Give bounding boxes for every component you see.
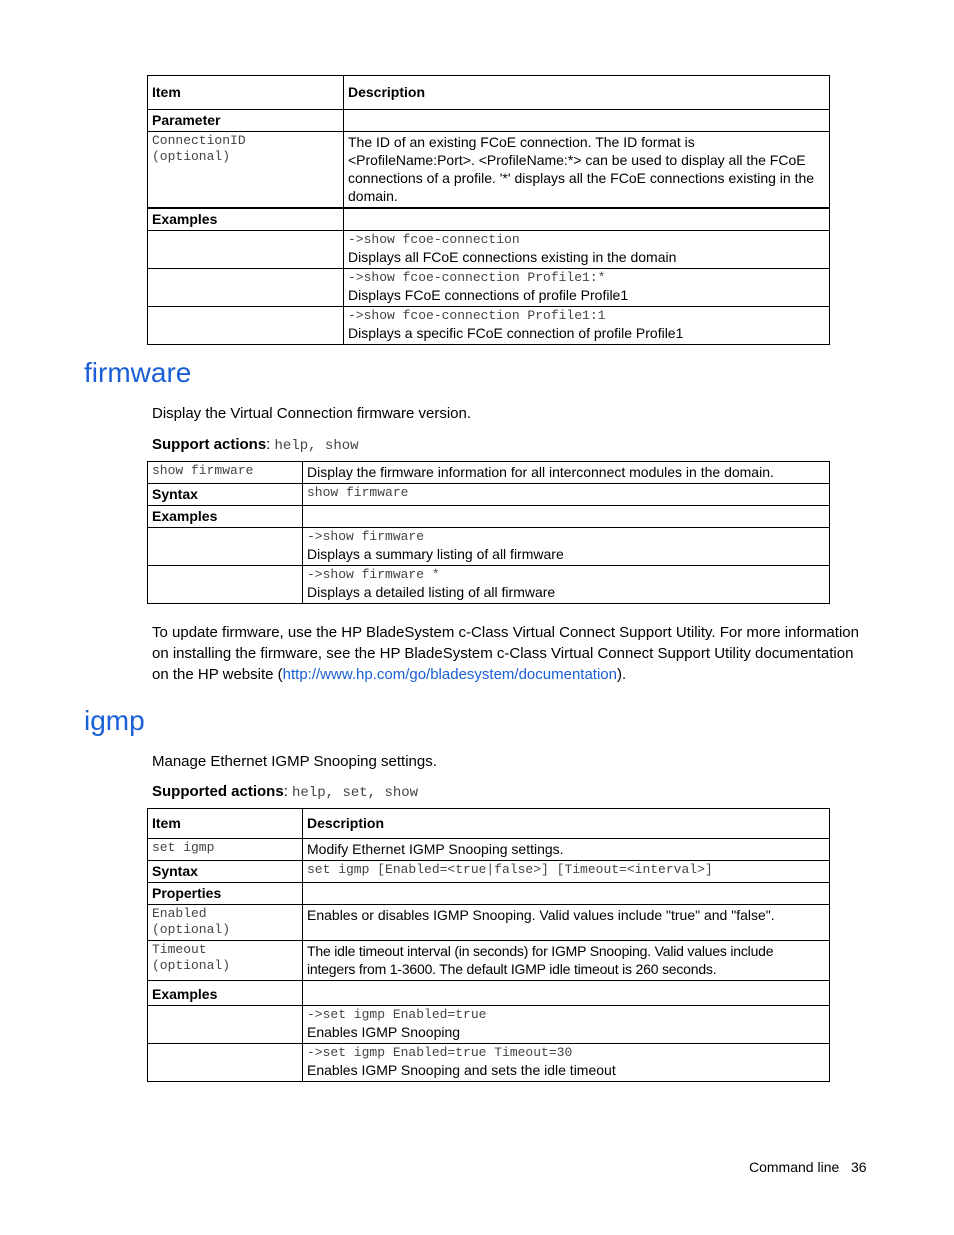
- example-description: Displays all FCoE connections existing in the domain: [348, 249, 677, 265]
- example-code: ->show fcoe-connection Profile1:1: [348, 308, 606, 323]
- example-description: Displays a detailed listing of all firmware: [307, 584, 556, 600]
- examples-label: Examples: [148, 506, 303, 528]
- example-description: Enables IGMP Snooping: [307, 1024, 461, 1040]
- property-description: Enables or disables IGMP Snooping. Valid values include "true" and "false".: [303, 905, 830, 941]
- example-cell: [344, 307, 830, 345]
- firmware-heading: firmware: [84, 357, 192, 388]
- firmware-table: [147, 461, 830, 604]
- page-footer: [749, 1159, 867, 1175]
- example-code: ->set igmp Enabled=true: [307, 1007, 487, 1022]
- parameter-label: Parameter: [148, 110, 344, 132]
- igmp-support-actions: Supported actions: help, set, show: [152, 783, 419, 801]
- command-item: show firmware: [148, 462, 303, 484]
- example-description: Displays a specific FCoE connection of profile Profile1: [348, 325, 684, 341]
- example-cell: [344, 231, 830, 269]
- example-cell: [303, 528, 830, 566]
- firmware-intro: Display the Virtual Connection firmware version.: [152, 405, 472, 422]
- param-name: ConnectionID: [152, 133, 246, 148]
- property-item: [148, 941, 303, 981]
- command-description: Modify Ethernet IGMP Snooping settings.: [303, 839, 830, 861]
- property-name: Enabled: [152, 906, 207, 921]
- firmware-update-note: To update firmware, use the HP BladeSystem c-Class Virtual Connect Support Utility. For more information on installing the firmware, see the HP BladeSystem c-Class Virtual Connect Support Utility documentation on the HP website (http://www.hp.com/go/bladesystem/documentation).: [152, 624, 859, 683]
- support-actions-label: Supported actions: [152, 783, 284, 800]
- property-optional: (optional): [152, 958, 231, 973]
- syntax-label: Syntax: [148, 484, 303, 506]
- param-item: [148, 132, 344, 209]
- property-name: Timeout: [152, 942, 207, 957]
- example-description: Enables IGMP Snooping and sets the idle timeout: [307, 1062, 616, 1078]
- examples-label: Examples: [148, 981, 303, 1006]
- syntax-value: set igmp [Enabled=<true|false>] [Timeout=<interval>]: [303, 861, 830, 883]
- examples-label: Examples: [148, 208, 344, 231]
- example-code: ->show fcoe-connection: [348, 232, 520, 247]
- documentation-link[interactable]: http://www.hp.com/go/bladesystem/documentation: [282, 666, 617, 683]
- page-number: 36: [850, 1159, 867, 1175]
- syntax-label: Syntax: [148, 861, 303, 883]
- footer-section: Command line: [749, 1159, 840, 1175]
- support-actions-value: help, set, show: [292, 785, 419, 801]
- param-optional: (optional): [152, 149, 231, 164]
- table-header-description: Description: [303, 809, 830, 839]
- support-actions-value: help, show: [274, 438, 359, 454]
- example-cell: [303, 1044, 830, 1082]
- igmp-table: [147, 808, 830, 1082]
- param-description: The ID of an existing FCoE connection. The ID format is <ProfileName:Port>. <ProfileName:*> can be used to display all the FCoE connections of a profile. '*' displays all the FCoE connections existing in the domain.: [344, 132, 830, 209]
- table-header-description: Description: [344, 76, 830, 110]
- example-description: Displays FCoE connections of profile Profile1: [348, 287, 629, 303]
- example-description: Displays a summary listing of all firmware: [307, 546, 564, 562]
- command-item: set igmp: [148, 839, 303, 861]
- command-description: Display the firmware information for all interconnect modules in the domain.: [303, 462, 830, 484]
- igmp-intro: Manage Ethernet IGMP Snooping settings.: [152, 753, 437, 770]
- properties-label: Properties: [148, 883, 303, 905]
- table-header-item: Item: [148, 809, 303, 839]
- firmware-support-actions: Support actions: help, show: [152, 436, 359, 454]
- example-code: ->show firmware: [307, 529, 425, 544]
- property-optional: (optional): [152, 922, 231, 937]
- syntax-value: show firmware: [303, 484, 830, 506]
- example-code: ->show firmware *: [307, 567, 440, 582]
- fcoe-connection-table: [147, 75, 830, 345]
- property-item: [148, 905, 303, 941]
- example-code: ->show fcoe-connection Profile1:*: [348, 270, 606, 285]
- example-cell: [344, 269, 830, 307]
- table-header-item: Item: [148, 76, 344, 110]
- property-description: The idle timeout interval (in seconds) for IGMP Snooping. Valid values include integers from 1-3600. The default IGMP idle timeout is 260 seconds.: [303, 941, 830, 981]
- support-actions-label: Support actions: [152, 436, 267, 453]
- example-code: ->set igmp Enabled=true Timeout=30: [307, 1045, 573, 1060]
- example-cell: [303, 1006, 830, 1044]
- example-cell: [303, 566, 830, 604]
- igmp-heading: igmp: [84, 705, 145, 736]
